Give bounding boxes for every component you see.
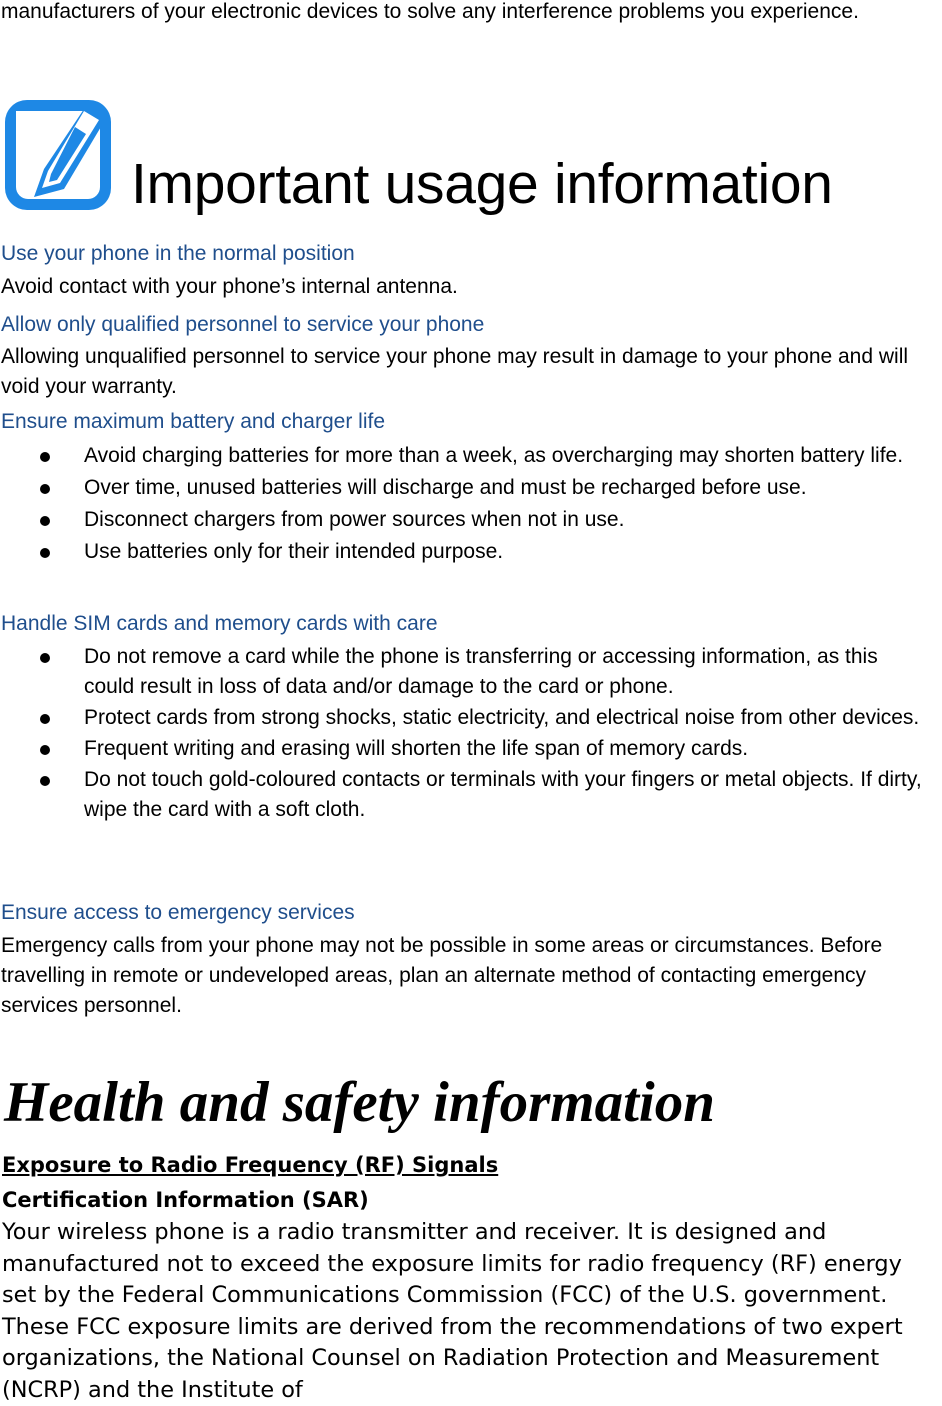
list-item: Over time, unused batteries will discharge and must be recharged before use. [0, 473, 942, 503]
bullet-dot [40, 653, 50, 663]
body-normal-position: Avoid contact with your phone’s internal antenna. [1, 275, 458, 298]
section-title: Important usage information [131, 152, 833, 216]
list-item: Frequent writing and erasing will shorten the life span of memory cards. [0, 734, 942, 764]
intro-paragraph: manufacturers of your electronic devices to solve any interference problems you experience. [1, 0, 859, 23]
health-safety-title: Health and safety information [4, 1071, 715, 1134]
body-qualified-personnel: Allowing unqualified personnel to service your phone may result in damage to your phone and will void your warranty. [1, 345, 909, 398]
heading-emergency: Ensure access to emergency services [1, 901, 355, 924]
bullet-dot [40, 745, 50, 755]
bullet-dot [40, 452, 50, 462]
battery-list [0, 441, 942, 567]
section-title-row [0, 94, 942, 218]
bullet-dot [40, 714, 50, 724]
sar-body: Your wireless phone is a radio transmitter and receiver. It is designed and manufactured not to exceed the exposure limits for radio frequency (RF) energy set by the Federal Communications Commission (FCC) of the U.S. government. These FCC exposure limits are derived from the recommendations of two expert organizations, the National Counsel on Radiation Protection and Measurement (NCRP) and the Institute of [2, 1219, 903, 1403]
body-emergency: Emergency calls from your phone may not be possible in some areas or circumstances. Before travelling in remote or undeveloped areas, plan an alternate method of contacting emergency services personnel. [1, 934, 883, 1017]
list-item: Use batteries only for their intended purpose. [0, 537, 942, 567]
bullet-dot [40, 484, 50, 494]
pencil-note-icon [2, 97, 114, 213]
sar-heading: Certification Information (SAR) [2, 1188, 369, 1212]
bullet-dot [40, 548, 50, 558]
heading-sim-cards: Handle SIM cards and memory cards with care [1, 612, 438, 635]
list-item: Avoid charging batteries for more than a week, as overcharging may shorten battery life. [0, 441, 942, 471]
list-item: Do not remove a card while the phone is transferring or accessing information, as this could result in loss of data and/or damage to the card or phone. [0, 642, 904, 702]
list-item: Disconnect chargers from power sources when not in use. [0, 505, 942, 535]
list-item: Protect cards from strong shocks, static electricity, and electrical noise from other devices. [0, 703, 924, 733]
heading-qualified-personnel: Allow only qualified personnel to service your phone [1, 313, 485, 336]
sim-card-list [0, 642, 942, 825]
heading-battery-life: Ensure maximum battery and charger life [1, 410, 385, 433]
bullet-dot [40, 776, 50, 786]
heading-normal-position: Use your phone in the normal position [1, 242, 355, 265]
bullet-dot [40, 516, 50, 526]
rf-signals-heading: Exposure to Radio Frequency (RF) Signals [2, 1153, 499, 1177]
list-item: Do not touch gold-coloured contacts or terminals with your fingers or metal objects. If dirty, wipe the card with a soft cloth. [0, 765, 924, 825]
